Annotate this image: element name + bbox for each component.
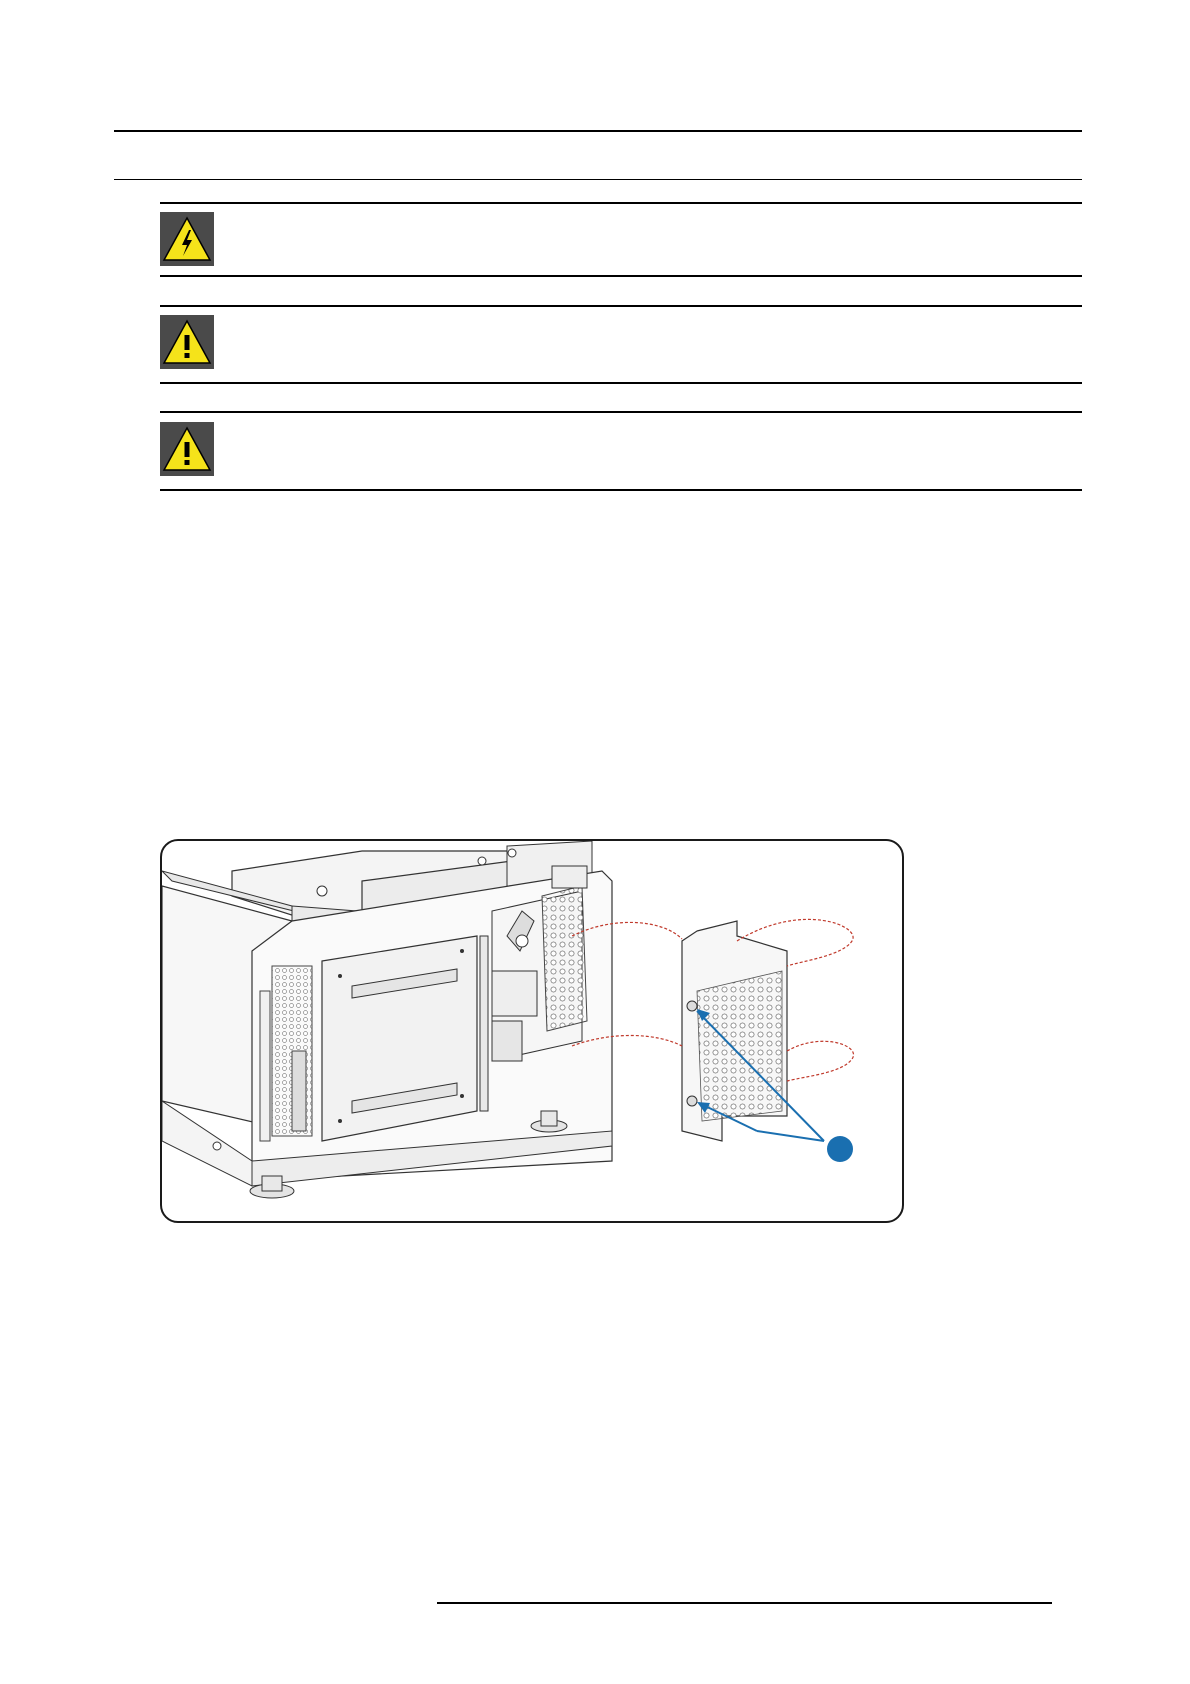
footer-rule [437,1602,1052,1604]
projector-center-plate [322,936,477,1141]
warning-3-top-rule [160,411,1082,413]
warning-2-bottom-rule [160,382,1082,384]
cover-screw-bottom [687,1096,697,1106]
header-rule-top [114,130,1082,132]
projector-cover-illustration [160,839,904,1223]
cover-screw-top [687,1001,697,1011]
warning-1-top-rule [160,202,1082,204]
electrical-hazard-icon [160,212,214,266]
callout-marker [827,1136,853,1162]
warning-2-top-rule [160,305,1082,307]
warning-3-bottom-rule [160,489,1082,491]
warning-1-bottom-rule [160,275,1082,277]
caution-icon [160,422,214,476]
header-rule-bottom [114,179,1082,180]
caution-icon [160,315,214,369]
